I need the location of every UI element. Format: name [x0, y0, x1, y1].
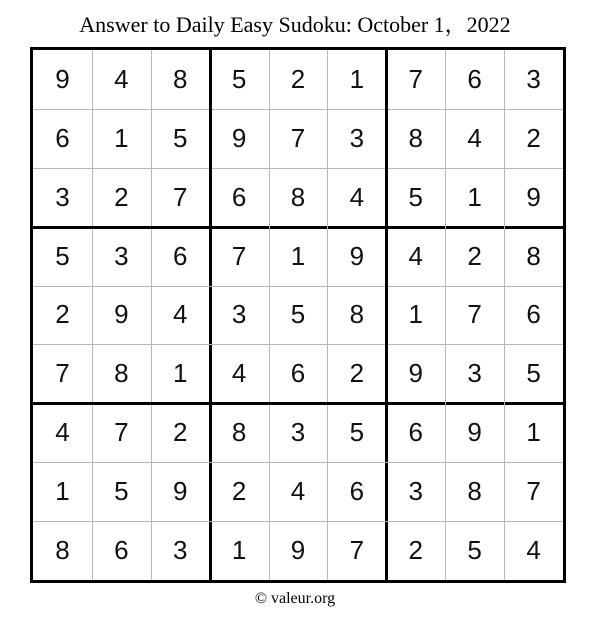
sudoku-cell-r4-c3: 6: [172, 240, 188, 271]
sudoku-cell-r9-c6: 7: [349, 535, 365, 566]
sudoku-cell-r2-c4: 9: [231, 122, 247, 153]
sudoku-cell-r3-c4: 6: [231, 181, 247, 212]
sudoku-cell-r6-c8: 3: [467, 358, 482, 389]
sudoku-cell-r4-c4: 7: [231, 240, 247, 271]
sudoku-cell-r1-c2: 4: [114, 63, 129, 94]
sudoku-cell-r7-c5: 3: [290, 417, 306, 448]
sudoku-cell-r8-c3: 9: [172, 476, 188, 507]
sudoku-cell-r8-c4: 2: [231, 476, 247, 507]
sudoku-cell-r8-c8: 8: [467, 476, 482, 507]
sudoku-cell-r6-c6: 2: [349, 358, 365, 389]
sudoku-cell-r5-c6: 8: [349, 299, 365, 330]
sudoku-cell-r1-c5: 2: [290, 63, 306, 94]
page-title: Answer to Daily Easy Sudoku: October 1，2022: [79, 12, 511, 37]
sudoku-cell-r7-c8: 9: [467, 417, 482, 448]
sudoku-cell-r6-c4: 4: [231, 358, 247, 389]
sudoku-cell-r5-c4: 3: [231, 299, 247, 330]
sudoku-cell-r3-c1: 3: [55, 181, 70, 212]
sudoku-cell-r7-c1: 4: [55, 417, 70, 448]
sudoku-cell-r4-c1: 5: [55, 240, 70, 271]
sudoku-cell-r8-c1: 1: [55, 476, 70, 507]
sudoku-cell-r6-c9: 5: [526, 358, 541, 389]
sudoku-cell-r4-c2: 3: [114, 240, 129, 271]
sudoku-cell-r5-c2: 9: [114, 299, 129, 330]
sudoku-cell-r3-c3: 7: [172, 181, 188, 212]
sudoku-cell-r1-c9: 3: [526, 63, 541, 94]
sudoku-cell-r2-c9: 2: [526, 122, 541, 153]
sudoku-cell-r1-c3: 8: [172, 63, 188, 94]
sudoku-cell-r7-c2: 7: [114, 417, 129, 448]
sudoku-cell-r3-c7: 5: [408, 181, 423, 212]
sudoku-cell-r3-c9: 9: [526, 181, 541, 212]
sudoku-cell-r2-c3: 5: [172, 122, 188, 153]
sudoku-cell-r3-c8: 1: [467, 181, 482, 212]
sudoku-cell-r9-c5: 9: [290, 535, 306, 566]
sudoku-cell-r9-c8: 5: [467, 535, 482, 566]
sudoku-cell-r3-c5: 8: [290, 181, 306, 212]
sudoku-cell-r4-c6: 9: [349, 240, 365, 271]
sudoku-cell-r6-c3: 1: [172, 358, 188, 389]
sudoku-cell-r2-c5: 7: [290, 122, 306, 153]
sudoku-cell-r2-c2: 1: [114, 122, 129, 153]
sudoku-cell-r3-c6: 4: [349, 181, 365, 212]
sudoku-cell-r5-c1: 2: [55, 299, 70, 330]
sudoku-cell-r8-c6: 6: [349, 476, 365, 507]
sudoku-cell-r1-c7: 7: [408, 63, 423, 94]
sudoku-cell-r1-c4: 5: [231, 63, 247, 94]
sudoku-cell-r9-c9: 4: [526, 535, 541, 566]
sudoku-cell-r7-c3: 2: [172, 417, 188, 448]
sudoku-cell-r9-c2: 6: [114, 535, 129, 566]
sudoku-cell-r6-c5: 6: [290, 358, 306, 389]
sudoku-cell-r7-c7: 6: [408, 417, 423, 448]
sudoku-cell-r2-c7: 8: [408, 122, 423, 153]
sudoku-cell-r2-c6: 3: [349, 122, 365, 153]
sudoku-cell-r4-c5: 1: [290, 240, 306, 271]
sudoku-cell-r9-c4: 1: [231, 535, 247, 566]
sudoku-cell-r4-c7: 4: [408, 240, 423, 271]
sudoku-cell-r6-c7: 9: [408, 358, 423, 389]
sudoku-cell-r5-c8: 7: [467, 299, 482, 330]
sudoku-cell-r7-c6: 5: [349, 417, 365, 448]
sudoku-cell-r5-c5: 5: [290, 299, 306, 330]
sudoku-cell-r9-c3: 3: [172, 535, 188, 566]
sudoku-cell-r2-c8: 4: [467, 122, 482, 153]
sudoku-cell-r5-c9: 6: [526, 299, 541, 330]
sudoku-cell-r4-c8: 2: [467, 240, 482, 271]
sudoku-cell-r3-c2: 2: [114, 181, 129, 212]
sudoku-cell-r6-c2: 8: [114, 358, 129, 389]
sudoku-cell-r9-c1: 8: [55, 535, 70, 566]
copyright-footer: © valeur.org: [254, 590, 336, 607]
sudoku-cell-r8-c9: 7: [526, 476, 541, 507]
sudoku-cell-r2-c1: 6: [55, 122, 70, 153]
sudoku-cell-r8-c5: 4: [290, 476, 306, 507]
sudoku-cell-r1-c1: 9: [55, 63, 70, 94]
sudoku-cell-r8-c2: 5: [114, 476, 129, 507]
sudoku-cell-r5-c7: 1: [408, 299, 423, 330]
sudoku-cell-r4-c9: 8: [526, 240, 541, 271]
sudoku-cell-r7-c9: 1: [526, 417, 541, 448]
sudoku-cell-r8-c7: 3: [408, 476, 423, 507]
sudoku-cell-r5-c3: 4: [172, 299, 188, 330]
sudoku-cell-r6-c1: 7: [55, 358, 70, 389]
sudoku-cell-r1-c8: 6: [467, 63, 482, 94]
sudoku-cell-r7-c4: 8: [231, 417, 247, 448]
sudoku-board: [30, 47, 566, 583]
sudoku-cell-r9-c7: 2: [408, 535, 423, 566]
sudoku-cell-r1-c6: 1: [349, 63, 365, 94]
